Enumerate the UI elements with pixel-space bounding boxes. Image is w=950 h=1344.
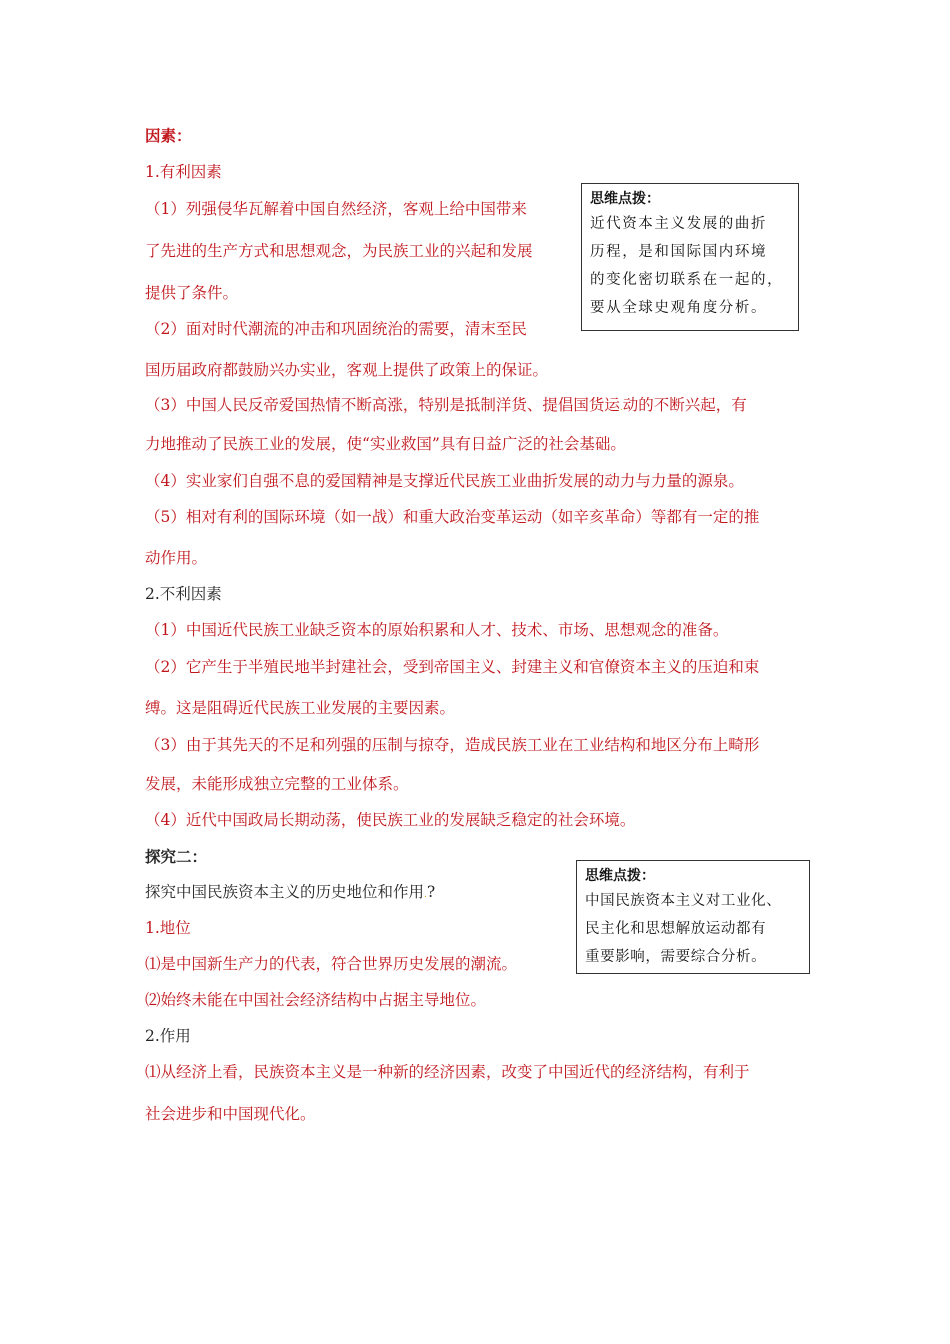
explore2-question-end: ? <box>426 883 436 901</box>
tip1-line-4: 要从全球史观角度分析。 <box>590 300 768 316</box>
favorable-p1-line1: （1）列强侵华瓦解着中国自然经济，客观上给中国带来 <box>145 200 527 218</box>
tip1-line-1: 近代资本主义发展的曲折 <box>590 216 768 232</box>
role-item-1-line1: ⑴从经济上看，民族资本主义是一种新的经济因素，改变了中国近代的经济结构，有利于 <box>145 1063 750 1081</box>
favorable-p2-line1: （2）面对时代潮流的冲击和巩固统治的需要，清末至民 <box>145 320 527 338</box>
role-item-1-line2: 社会进步和中国现代化。 <box>145 1105 316 1123</box>
favorable-p3-part-b: 动的不断兴起，有 <box>622 396 747 414</box>
unfavorable-p2-line2: 缚。这是阻碍近代民族工业发展的主要因素。 <box>145 699 456 717</box>
favorable-p3-line1 <box>145 395 747 418</box>
unfavorable-p2-line1: （2）它产生于半殖民地半封建社会，受到帝国主义、封建主义和官僚资本主义的压迫和束 <box>145 658 760 676</box>
thinking-tip-box-2 <box>576 860 810 974</box>
unfavorable-p3-line2: 发展，未能形成独立完整的工业体系。 <box>145 775 409 793</box>
explore2-title: 探究二： <box>145 847 208 866</box>
favorable-p3-line2: 力地推动了民族工业的发展，使“实业救国”具有日益广泛的社会基础。 <box>145 435 626 453</box>
mark-dot: . <box>619 403 623 413</box>
tip2-line-2: 民主化和思想解放运动都有 <box>585 921 767 937</box>
tip1-title: 思维点拨： <box>590 191 660 207</box>
mark-dot: . <box>424 890 427 900</box>
tip1-line-3: 的变化密切联系在一起的， <box>590 272 784 288</box>
status-item-2: ⑵始终未能在中国社会经济结构中占据主导地位。 <box>145 991 487 1009</box>
unfavorable-p4: （4）近代中国政局长期动荡，使民族工业的发展缺乏稳定的社会环境。 <box>145 811 636 829</box>
status-item-1: ⑴是中国新生产力的代表，符合世界历史发展的潮流。 <box>145 955 518 973</box>
favorable-p1-line3: 提供了条件。 <box>145 284 239 302</box>
tip2-line-1: 中国民族资本主义对工业化、 <box>585 893 782 909</box>
tip2-title: 思维点拨： <box>585 868 655 884</box>
favorable-title: 1.有利因素 <box>145 163 222 181</box>
favorable-p4: （4）实业家们自强不息的爱国精神是支撑近代民族工业曲折发展的动力与力量的源泉。 <box>145 472 744 490</box>
thinking-tip-box-1 <box>581 183 799 331</box>
favorable-p5-line2: 动作用。 <box>145 549 208 567</box>
tip2-line-3: 重要影响，需要综合分析。 <box>585 949 767 965</box>
section-heading-factors: 因素： <box>145 126 192 145</box>
role-title: 2.作用 <box>145 1027 191 1045</box>
status-title: 1.地位 <box>145 919 191 937</box>
favorable-p2-line2: 国历届政府都鼓励兴办实业，客观上提供了政策上的保证。 <box>145 361 549 379</box>
favorable-p5-line1: （5）相对有利的国际环境（如一战）和重大政治变革运动（如辛亥革命）等都有一定的推 <box>145 508 760 526</box>
tip1-line-2: 历程，是和国际国内环境 <box>590 244 768 260</box>
favorable-p3-part-a: （3）中国人民反帝爱国热情不断高涨，特别是抵制洋货、提倡国货运 <box>145 396 620 414</box>
explore2-question-text: 探究中国民族资本主义的历史地位和作用 <box>145 883 425 901</box>
unfavorable-p3-line1: （3）由于其先天的不足和列强的压制与掠夺，造成民族工业在工业结构和地区分布上畸形 <box>145 736 760 754</box>
favorable-p1-line2: 了先进的生产方式和思想观念，为民族工业的兴起和发展 <box>145 242 533 260</box>
explore2-question <box>145 882 435 905</box>
unfavorable-p1: （1）中国近代民族工业缺乏资本的原始积累和人才、技术、市场、思想观念的准备。 <box>145 621 729 639</box>
unfavorable-title: 2.不利因素 <box>145 585 222 603</box>
